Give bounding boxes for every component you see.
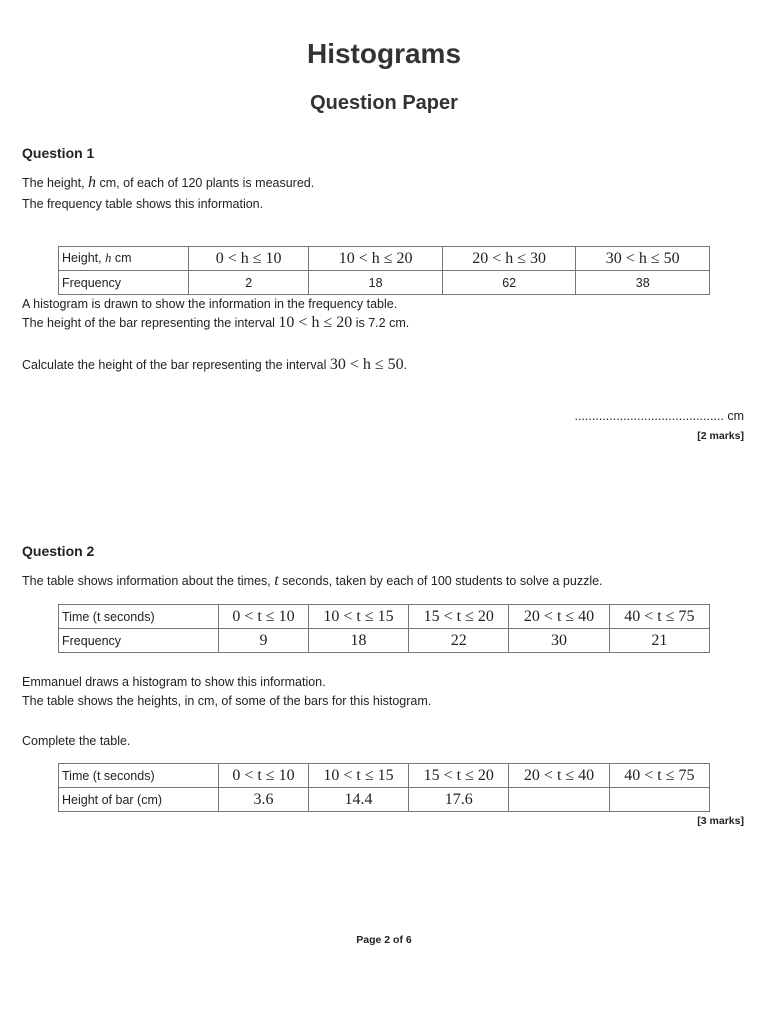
q1-interval-header: 20 < h ≤ 30 <box>442 247 576 271</box>
question-1-heading: Question 1 <box>22 145 95 161</box>
page-footer: Page 2 of 6 <box>356 934 412 946</box>
q1-given-interval: 10 < h ≤ 20 <box>278 314 353 331</box>
table-row <box>59 605 710 629</box>
q2-interval-header: 20 < t ≤ 40 <box>509 764 609 788</box>
q1-interval-header: 30 < h ≤ 50 <box>576 247 710 271</box>
q2-height-cell: 3.6 <box>219 788 309 812</box>
page-title: Histograms <box>306 38 462 69</box>
q2-time-label: Time (t seconds) <box>59 764 219 788</box>
q1-intro-post: cm, of each of 120 plants is measured. <box>99 176 315 190</box>
q2-height-cell: 17.6 <box>409 788 509 812</box>
q1-frequency-label: Frequency <box>59 271 189 295</box>
q2-heights-table <box>58 763 710 812</box>
q2-frequency-label: Frequency <box>59 629 219 653</box>
q2-height-answer-cell[interactable] <box>509 788 609 812</box>
q1-given-bar-line: The height of the bar representing the interval 10 < h ≤ 20 is 7.2 cm. <box>22 314 410 331</box>
q1-frequency-cell: 2 <box>189 271 309 295</box>
table-row <box>59 271 710 295</box>
q1-frequency-table <box>58 246 710 295</box>
table-row <box>59 629 710 653</box>
q1-answer-line[interactable]: ........................................... cm <box>574 409 744 423</box>
q2-time-label: Time (t seconds) <box>59 605 219 629</box>
q2-frequency-cell: 18 <box>308 629 408 653</box>
q2-interval-header: 10 < t ≤ 15 <box>308 605 408 629</box>
q1-frequency-cell: 62 <box>442 271 576 295</box>
q1-interval-header: 0 < h ≤ 10 <box>189 247 309 271</box>
q1-table-intro: The frequency table shows this information. <box>22 197 264 211</box>
q2-interval-header: 0 < t ≤ 10 <box>219 605 309 629</box>
q2-marks: [3 marks] <box>697 815 744 827</box>
q2-frequency-cell: 21 <box>609 629 709 653</box>
q2-interval-header: 40 < t ≤ 75 <box>609 764 709 788</box>
q2-interval-header: 0 < t ≤ 10 <box>219 764 309 788</box>
table-row <box>59 788 710 812</box>
q2-frequency-cell: 30 <box>509 629 609 653</box>
q2-interval-header: 20 < t ≤ 40 <box>509 605 609 629</box>
table-row <box>59 764 710 788</box>
q1-task-line: Calculate the height of the bar representing the interval 30 < h ≤ 50. <box>22 356 408 373</box>
q2-height-answer-cell[interactable] <box>609 788 709 812</box>
q2-frequency-cell: 22 <box>409 629 509 653</box>
table-row <box>59 247 710 271</box>
q2-interval-header: 15 < t ≤ 20 <box>409 605 509 629</box>
q1-interval-header: 10 < h ≤ 20 <box>309 247 443 271</box>
page-subtitle: Question Paper <box>310 92 458 114</box>
q1-frequency-cell: 18 <box>309 271 443 295</box>
q1-intro-line <box>22 174 314 192</box>
q2-interval-header: 10 < t ≤ 15 <box>308 764 408 788</box>
q2-frequency-table <box>58 604 710 653</box>
q2-heights-line: The table shows the heights, in cm, of some of the bars for this histogram. <box>22 694 432 708</box>
q2-interval-header: 40 < t ≤ 75 <box>609 605 709 629</box>
q2-intro-var: t <box>274 572 279 589</box>
q1-intro-var: h <box>88 174 97 191</box>
q1-histogram-statement: A histogram is drawn to show the information in the frequency table. <box>22 297 398 311</box>
q2-height-label: Height of bar (cm) <box>59 788 219 812</box>
q2-height-cell: 14.4 <box>308 788 408 812</box>
q1-frequency-cell: 38 <box>576 271 710 295</box>
q2-frequency-cell: 9 <box>219 629 309 653</box>
q1-height-label: Height, h cm <box>59 247 189 271</box>
q2-interval-header: 15 < t ≤ 20 <box>409 764 509 788</box>
q2-intro-line: The table shows information about the times, t seconds, taken by each of 100 students to solve a puzzle. <box>22 572 603 589</box>
question-2-heading: Question 2 <box>22 543 95 559</box>
q2-instruction: Complete the table. <box>22 734 131 748</box>
q2-emmanuel-line: Emmanuel draws a histogram to show this information. <box>22 675 326 689</box>
q1-task-interval: 30 < h ≤ 50 <box>329 356 404 373</box>
q1-intro-pre: The height, <box>22 176 85 190</box>
q1-marks: [2 marks] <box>697 430 744 442</box>
